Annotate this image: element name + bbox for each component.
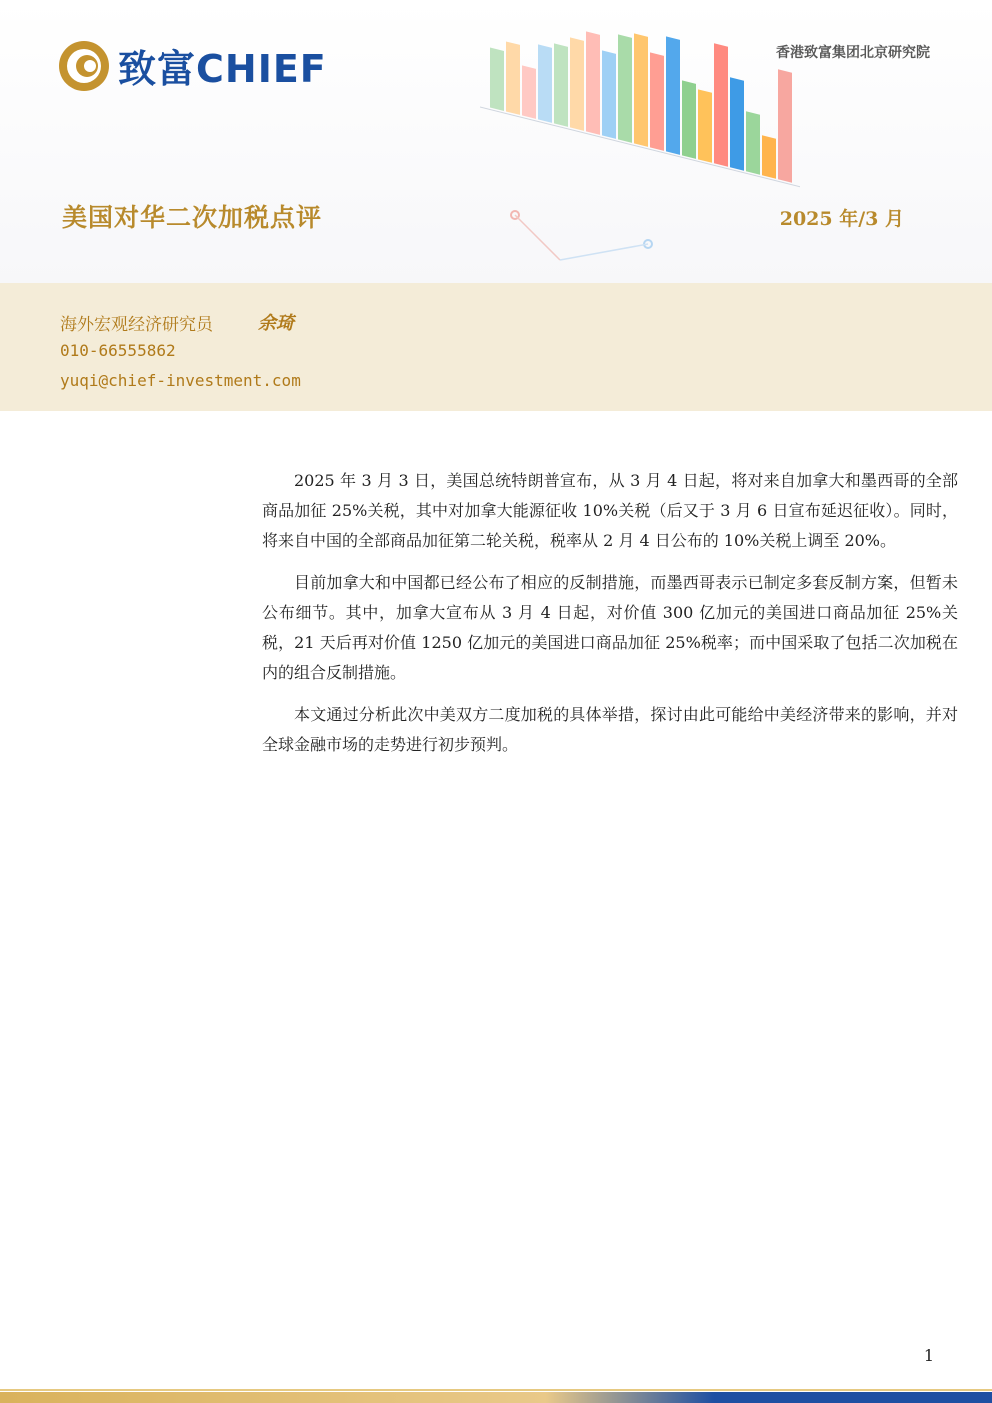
author-role: 海外宏观经济研究员: [60, 315, 213, 335]
report-title: 美国对华二次加税点评: [62, 203, 323, 232]
body-paragraph: 目前加拿大和中国都已经公布了相应的反制措施，而墨西哥表示已制定多套反制方案，但暂未公布细节。其中，加拿大宣布从 3 月 4 日起，对价值 300 亿加元的美国进口商品加征 25%关税，21 天后再对价值 1250 亿加元的美国进口商品加征 25%税率；而中国采取了包括二次加税在内的组合反制措施。: [262, 573, 958, 682]
author-name: 余琦: [258, 313, 294, 334]
organization-name: 香港致富集团北京研究院: [776, 45, 930, 61]
page-number: 1: [923, 1346, 934, 1365]
report-header: [0, 0, 992, 283]
report-body: [262, 466, 958, 772]
footer-divider: [0, 1389, 992, 1391]
logo-wordmark: 致富CHIEF: [118, 47, 327, 91]
chief-logo-icon: [58, 40, 110, 92]
report-date: 2025 年/3 月: [779, 208, 904, 230]
company-logo: [58, 38, 327, 93]
body-paragraph: 本文通过分析此次中美双方二度加税的具体举措，探讨由此可能给中美经济带来的影响，并对全球金融市场的走势进行初步预判。: [262, 705, 958, 754]
body-paragraph: 2025 年 3 月 3 日，美国总统特朗普宣布，从 3 月 4 日起，将对来自加拿大和墨西哥的全部商品加征 25%关税，其中对加拿大能源征收 10%关税（后又于 3 月 6 日宣布延迟征收）。同时，将来自中国的全部商品加征第二轮关税，税率从 2 月 4 日公布的 10%关税上调至 20%。: [262, 471, 958, 550]
author-phone: 010-66555862: [60, 341, 176, 360]
footer-bar: [0, 1392, 992, 1403]
author-email: yuqi@chief-investment.com: [60, 371, 301, 390]
